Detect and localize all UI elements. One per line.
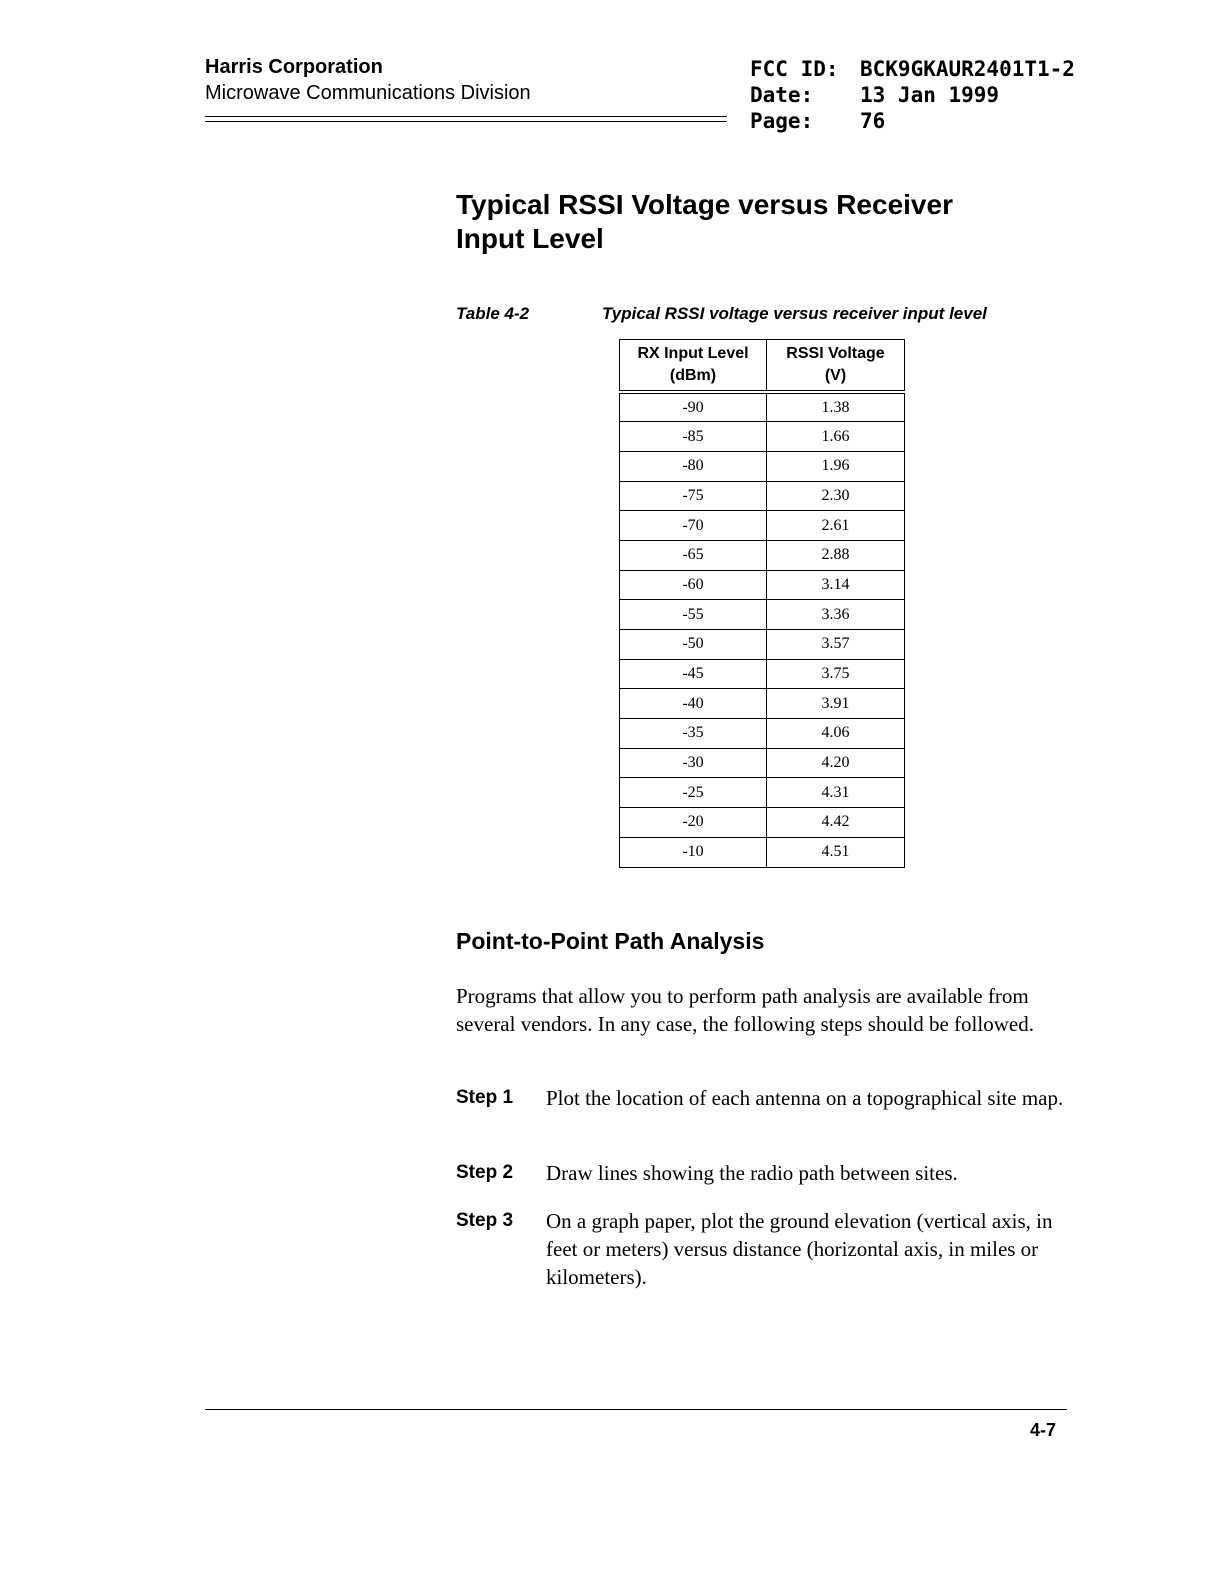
cell-rssi-voltage: 1.38 [767,392,905,422]
cell-rssi-voltage: 2.61 [767,511,905,541]
cell-rssi-voltage: 1.96 [767,451,905,481]
table-label: Table 4-2 [456,304,530,323]
footer-page-number: 4-7 [1030,1420,1057,1440]
field-key: FCC ID: [750,57,839,81]
header-line: (V) [824,367,847,384]
header-left [205,54,531,106]
header-rule [205,116,727,122]
division-name: Microwave Communications Division [205,82,531,104]
table-row [620,422,905,452]
footer-rule [205,1409,1067,1410]
cell-rx-input-level: -25 [620,778,767,808]
cell-rssi-voltage: 2.30 [767,481,905,511]
step-label: Step 3 [456,1210,514,1231]
column-header-rx-input [620,340,767,393]
table-row [620,600,905,630]
header-line: RSSI Voltage [786,345,885,362]
cell-rx-input-level: -40 [620,689,767,719]
table-row [620,451,905,481]
cell-rx-input-level: -80 [620,451,767,481]
cell-rssi-voltage: 4.31 [767,778,905,808]
intro-paragraph: Programs that allow you to perform path analysis are available from several vendors. In any case, the following steps should be followed. [456,984,1034,1036]
header-field-fcc-id [750,56,1075,82]
title-line: Input Level [456,223,604,254]
header-line: RX Input Level [637,345,749,362]
field-value: 13 Jan 1999 [860,83,1000,107]
cell-rssi-voltage: 3.75 [767,659,905,689]
field-key: Page: [750,109,814,133]
column-header-rssi-voltage [767,340,905,393]
table-row [620,689,905,719]
section-title-rssi [456,188,1056,256]
cell-rssi-voltage: 2.88 [767,540,905,570]
step-3 [456,1207,1066,1291]
section-title-path-analysis: Point-to-Point Path Analysis [456,928,765,954]
table-caption [456,304,987,324]
table-caption-text: Typical RSSI voltage versus receiver input level [602,304,987,323]
cell-rssi-voltage: 4.42 [767,808,905,838]
step-2 [456,1159,1066,1187]
step-text: Plot the location of each antenna on a topographical site map. [546,1086,1064,1110]
table-row [620,540,905,570]
cell-rssi-voltage: 3.91 [767,689,905,719]
cell-rx-input-level: -60 [620,570,767,600]
cell-rssi-voltage: 4.20 [767,748,905,778]
table-row [620,630,905,660]
header-fields [750,56,1075,134]
field-value: 76 [860,109,886,133]
step-text: Draw lines showing the radio path between sites. [546,1161,958,1185]
table-row [620,570,905,600]
step-label: Step 1 [456,1087,514,1108]
table-row [620,719,905,749]
table-row [620,837,905,867]
step-text: On a graph paper, plot the ground elevation (vertical axis, in feet or meters) versus distance (horizontal axis, in miles or kilometers). [546,1209,1053,1289]
rssi-table [619,339,905,868]
table-row [620,748,905,778]
cell-rx-input-level: -70 [620,511,767,541]
cell-rx-input-level: -65 [620,540,767,570]
company-name: Harris Corporation [205,56,383,78]
field-key: Date: [750,83,814,107]
table-row [620,778,905,808]
cell-rx-input-level: -45 [620,659,767,689]
cell-rx-input-level: -10 [620,837,767,867]
cell-rx-input-level: -85 [620,422,767,452]
table-header-row [620,340,905,393]
cell-rx-input-level: -75 [620,481,767,511]
cell-rssi-voltage: 4.06 [767,719,905,749]
table-row [620,511,905,541]
table-row [620,659,905,689]
cell-rssi-voltage: 1.66 [767,422,905,452]
table-row [620,392,905,422]
table-row [620,808,905,838]
cell-rx-input-level: -20 [620,808,767,838]
header-field-page [750,108,1075,134]
cell-rx-input-level: -55 [620,600,767,630]
header-field-date [750,82,1075,108]
cell-rssi-voltage: 3.36 [767,600,905,630]
cell-rx-input-level: -90 [620,392,767,422]
table-body [620,392,905,867]
cell-rx-input-level: -35 [620,719,767,749]
cell-rssi-voltage: 3.57 [767,630,905,660]
table-row [620,481,905,511]
step-label: Step 2 [456,1162,514,1183]
title-line: Typical RSSI Voltage versus Receiver [456,189,953,220]
cell-rx-input-level: -50 [620,630,767,660]
header-line: (dBm) [669,367,717,384]
cell-rssi-voltage: 3.14 [767,570,905,600]
step-1 [456,1084,1066,1112]
cell-rssi-voltage: 4.51 [767,837,905,867]
cell-rx-input-level: -30 [620,748,767,778]
field-value: BCK9GKAUR2401T1-2 [860,57,1075,81]
